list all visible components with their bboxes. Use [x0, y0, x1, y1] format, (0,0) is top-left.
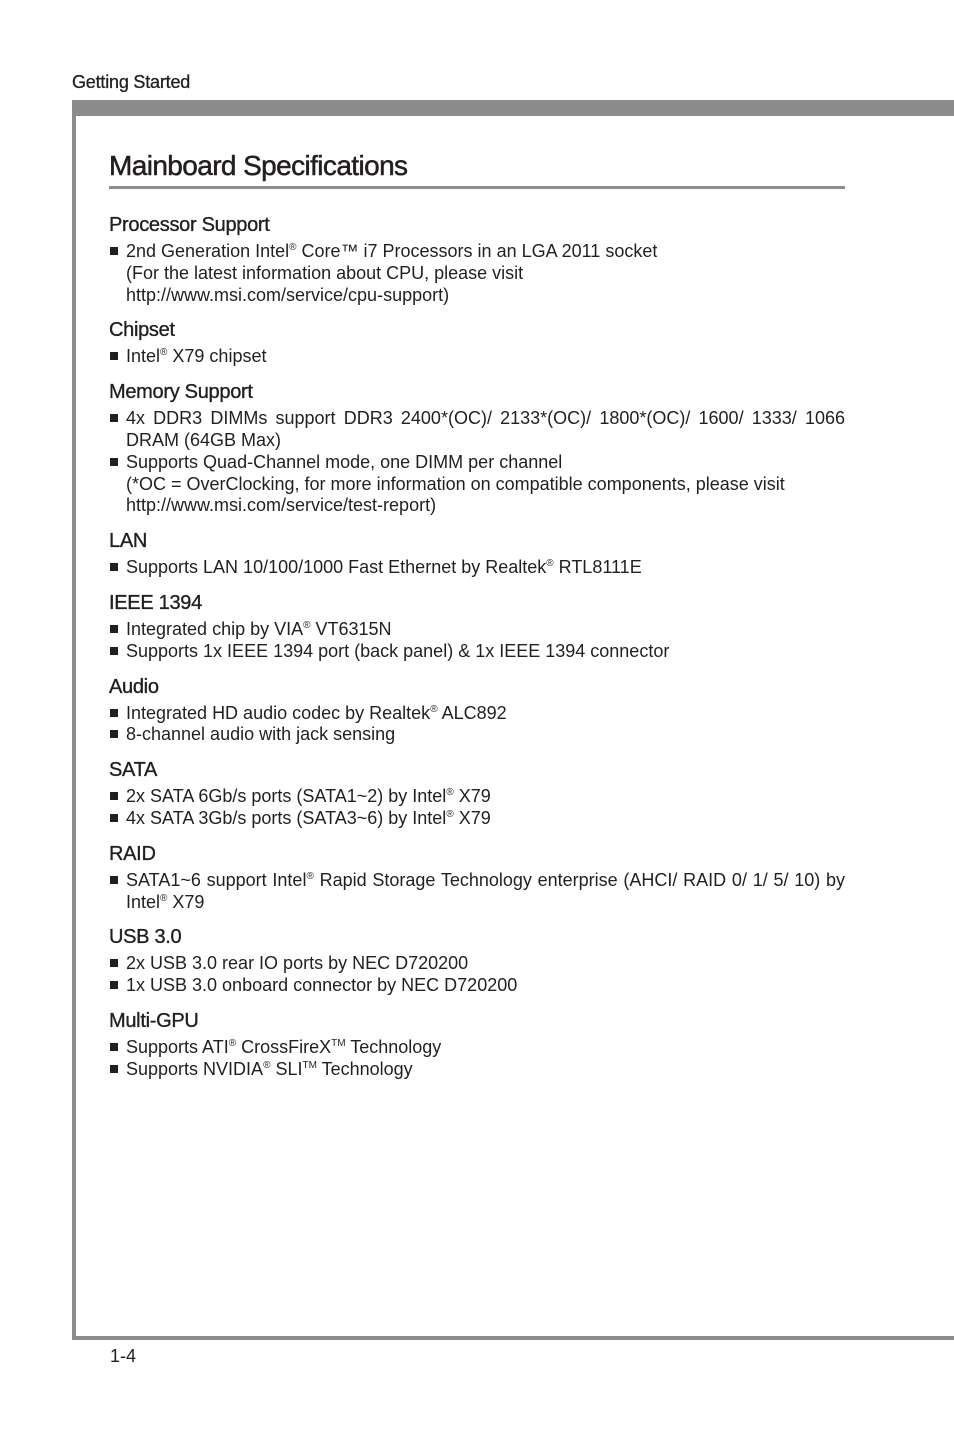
- section-heading: Audio: [109, 675, 159, 698]
- square-bullet-icon: [110, 625, 118, 633]
- item-continuation: (For the latest information about CPU, please visit: [126, 262, 524, 283]
- square-bullet-icon: [110, 730, 118, 738]
- square-bullet-icon: [110, 814, 118, 822]
- square-bullet-icon: [110, 792, 118, 800]
- square-bullet-icon: [110, 352, 118, 360]
- list-item: 4x SATA 3Gb/s ports (SATA3~6) by Intel® X79: [109, 808, 845, 830]
- spec-list: [109, 953, 845, 997]
- list-item: 8-channel audio with jack sensing: [109, 724, 845, 746]
- section-chipset: [109, 318, 845, 368]
- section-heading: Multi-GPU: [109, 1009, 199, 1032]
- list-item: 2x SATA 6Gb/s ports (SATA1~2) by Intel® X79: [109, 786, 845, 808]
- section-heading: USB 3.0: [109, 926, 182, 949]
- section-heading: IEEE 1394: [109, 591, 202, 614]
- section-sata: [109, 758, 845, 830]
- square-bullet-icon: [110, 458, 118, 466]
- spec-list: [109, 241, 845, 306]
- square-bullet-icon: [110, 414, 118, 422]
- list-item: Supports ATI® CrossFireX™ Technology: [109, 1037, 845, 1059]
- section-usb-3: [109, 925, 845, 997]
- spec-list: [109, 786, 845, 830]
- page-number: 1-4: [110, 1346, 137, 1366]
- list-item: Integrated chip by VIA® VT6315N: [109, 619, 845, 641]
- item-continuation: (*OC = OverClocking, for more information on compatible components, please visit: [126, 473, 785, 494]
- section-ieee-1394: [109, 591, 845, 663]
- section-heading: Memory Support: [109, 381, 253, 404]
- item-continuation: http://www.msi.com/service/test-report): [126, 495, 437, 516]
- section-multi-gpu: [109, 1009, 845, 1081]
- spec-list: [109, 1037, 845, 1081]
- list-item: SATA1~6 support Intel® Rapid Storage Technology enterprise (AHCI/ RAID 0/ 1/ 5/ 10) by Intel® X79: [109, 870, 845, 914]
- list-item: 2nd Generation Intel® Core™ i7 Processors in an LGA 2011 socket (For the latest information about CPU, please visit http://www.msi.com/service/cpu-support): [109, 241, 845, 306]
- section-label: Getting Started: [72, 72, 191, 92]
- top-divider-bar: [72, 100, 954, 116]
- spec-list: [109, 870, 845, 914]
- list-item: Integrated HD audio codec by Realtek® ALC892: [109, 703, 845, 725]
- spec-list: [109, 703, 845, 747]
- list-item: 2x USB 3.0 rear IO ports by NEC D720200: [109, 953, 845, 975]
- spec-list: [109, 408, 845, 517]
- left-divider-bar: [72, 100, 76, 1340]
- section-heading: Processor Support: [109, 214, 270, 236]
- list-item: Intel® X79 chipset: [109, 346, 845, 368]
- section-heading: SATA: [109, 759, 158, 782]
- square-bullet-icon: [110, 709, 118, 717]
- section-heading: RAID: [109, 842, 156, 865]
- section-audio: [109, 675, 845, 747]
- square-bullet-icon: [110, 647, 118, 655]
- list-item: Supports NVIDIA® SLI™ Technology: [109, 1059, 845, 1081]
- square-bullet-icon: [110, 1043, 118, 1051]
- section-processor-support: [109, 213, 845, 306]
- square-bullet-icon: [110, 1065, 118, 1073]
- square-bullet-icon: [110, 959, 118, 967]
- square-bullet-icon: [110, 563, 118, 571]
- page-title: Mainboard Specifications: [109, 146, 845, 189]
- list-item: Supports 1x IEEE 1394 port (back panel) & 1x IEEE 1394 connector: [109, 641, 845, 663]
- spec-list: [109, 619, 845, 663]
- section-heading: LAN: [109, 530, 148, 553]
- list-item: Supports Quad-Channel mode, one DIMM per channel (*OC = OverClocking, for more information on compatible components, please visit http://www.msi.com/service/test-report): [109, 452, 845, 517]
- section-memory-support: [109, 380, 845, 517]
- item-continuation: http://www.msi.com/service/cpu-support): [126, 284, 450, 305]
- square-bullet-icon: [110, 981, 118, 989]
- square-bullet-icon: [110, 876, 118, 884]
- section-lan: [109, 529, 845, 579]
- page-content: [109, 146, 845, 1081]
- bottom-divider-bar: [72, 1336, 954, 1340]
- square-bullet-icon: [110, 247, 118, 255]
- list-item: 4x DDR3 DIMMs support DDR3 2400*(OC)/ 2133*(OC)/ 1800*(OC)/ 1600/ 1333/ 1066 DRAM (64GB Max): [109, 408, 845, 452]
- list-item: 1x USB 3.0 onboard connector by NEC D720200: [109, 975, 845, 997]
- section-heading: Chipset: [109, 319, 175, 342]
- spec-list: [109, 557, 845, 579]
- section-raid: [109, 842, 845, 914]
- spec-list: [109, 346, 845, 368]
- list-item: Supports LAN 10/100/1000 Fast Ethernet by Realtek® RTL8111E: [109, 557, 845, 579]
